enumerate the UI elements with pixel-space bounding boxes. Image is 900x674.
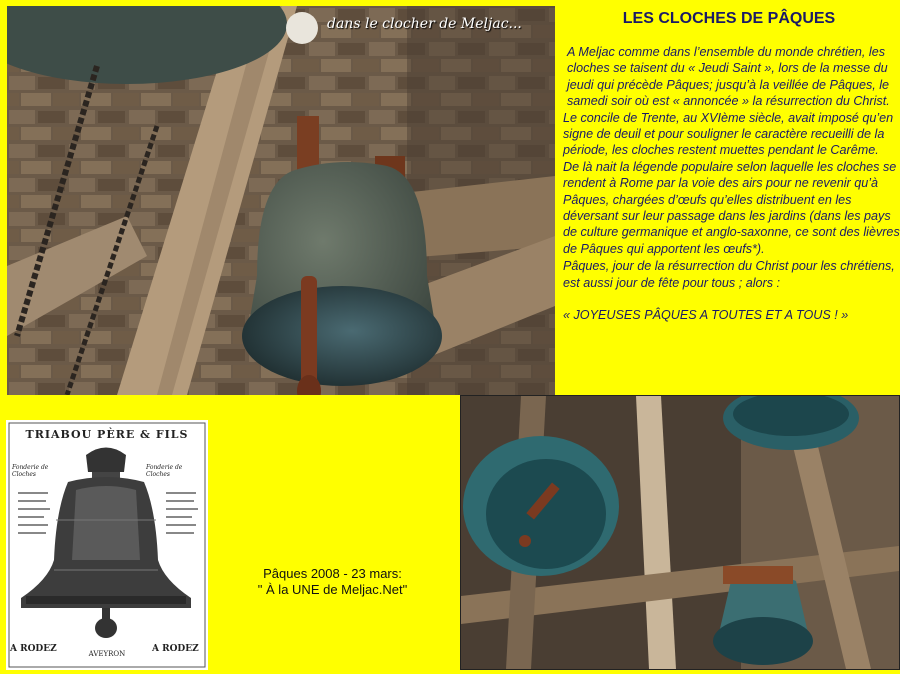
photo-caption: dans le clocher de Meljac... [327,16,522,32]
foundry-city-left: A RODEZ [10,644,57,654]
foundry-city-right: A RODEZ [152,644,199,654]
publication-date: Pâques 2008 - 23 mars: [263,566,402,581]
article-closing-line: « JOYEUSES PÂQUES A TOUTES ET A TOUS ! » [563,308,849,323]
belfry-photo [7,6,555,395]
publication-source: " À la UNE de Meljac.Net" [257,582,408,597]
article-title: LES CLOCHES DE PÂQUES [622,10,836,27]
article-paragraph: A Meljac comme dans l’ensemble du monde chrétien, les cloches se taisent du « Jeudi Saint », lors de la messe du jeudi qui précède Pâques; jusqu’à la veillée de Pâques, le samedi soir où est « annoncée » la résurrection du Christ. [567,45,890,109]
article-paragraph: Pâques, jour de la résurrection du Christ pour les chrétiens, est aussi jour de fête pour tous ; alors : [563,259,895,290]
article-paragraph: De là nait la légende populaire selon laquelle les cloches se rendent à Rome par la voie des airs pour ne revenir qu’à Pâques, chargées d’œufs qu’elles distribuent en les déversant sur leur passage dans les jardins (dans les pays de culture germanique et anglo-saxonne, ce sont des lièvres de Pâques qui apportent les œufs*). [563,159,900,256]
article-body [563,44,900,324]
belfry-bell-illustration [7,6,555,395]
publication-note [225,566,440,598]
foundry-region: AVEYRON [88,650,126,658]
engraved-bell-illustration [6,420,208,670]
foundry-advertisement [6,420,208,670]
article-paragraph: Le concile de Trente, au XVIème siècle, avait imposé qu’en signe de deuil et pour souligner le caractère recueilli de la période, les cloches restent muettes pendant le Carême. [563,110,894,158]
three-bells-illustration [461,396,899,669]
bells-photo [460,395,900,670]
foundry-right-label: Fonderie de Cloches [146,464,183,478]
foundry-left-label: Fonderie de Cloches [12,464,49,478]
foundry-name: TRIABOU PÈRE & FILS [25,428,189,441]
